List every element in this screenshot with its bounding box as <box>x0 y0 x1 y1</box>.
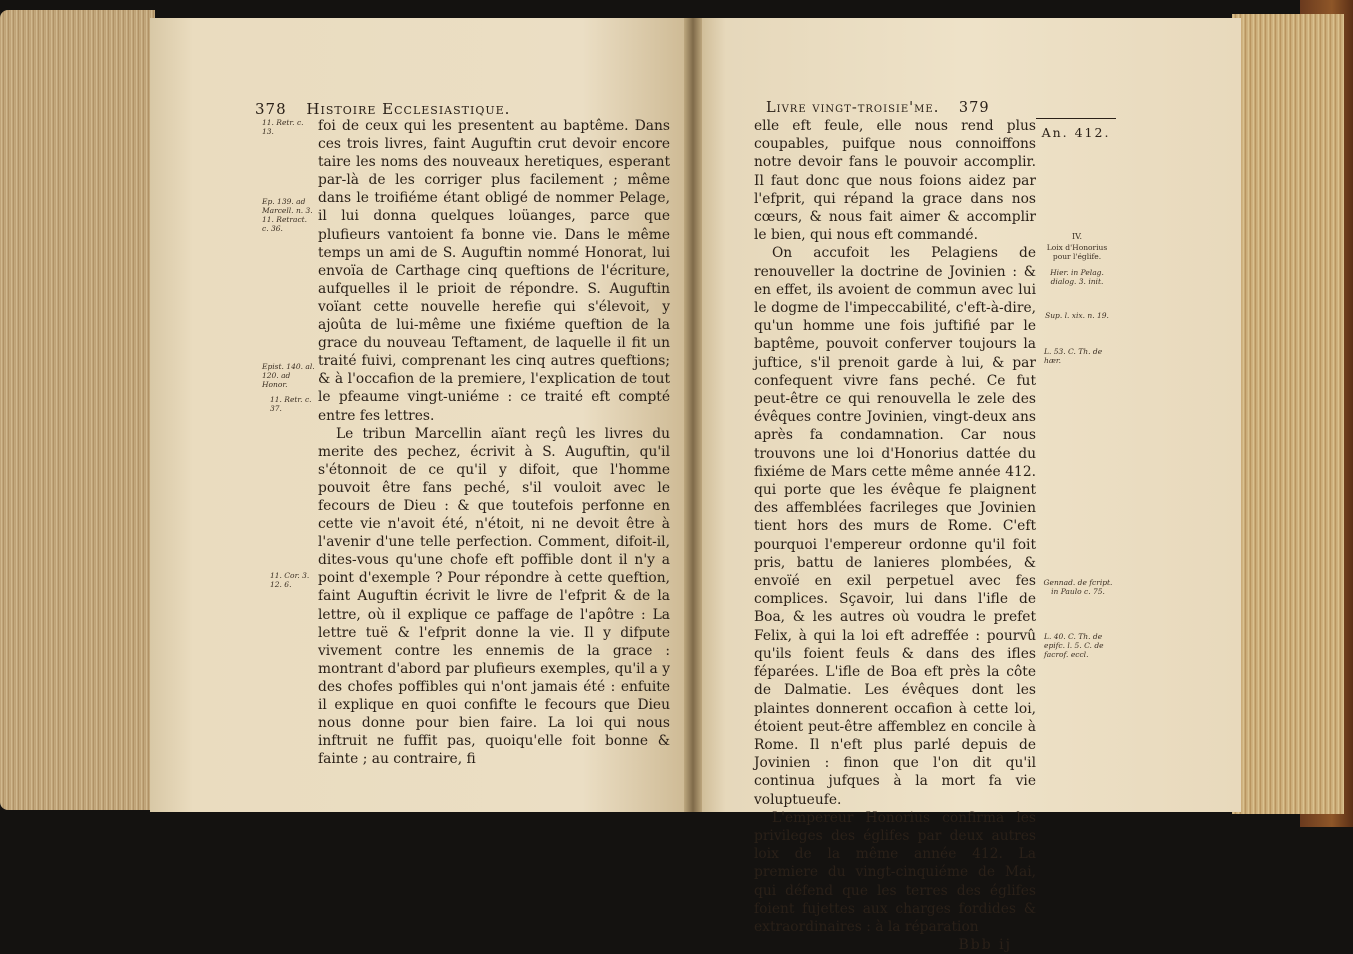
running-title: Livre vingt-troisie'me. <box>766 100 940 116</box>
paragraph: foi de ceux qui les presentent au baptême. Dans ces trois livres, faint Auguftin crut devoir encore taire les noms des nouveaux heretiques, esperant par-là de les corriger plus facilement ; même dans le troifiéme étant obligé de nommer Pelage, il lui donna quelques loüanges, parce que plufieurs vantoient fa bonne vie. Dans le même temps un ami de S. Auguftin nommé Honorat, lui envoïa de Carthage cinq queftions de l'écriture, aufquelles il le prioit de répondre. S. Auguftin voïant cette nouvelle herefie qui s'élevoit, y ajoûta de lui-même une fixiéme queftion de la grace du nouveau Teftament, de laquelle il fit un traité fuivi, comprenant les cinq autres queftions; & à l'occafion de la premiere, l'explication de tout le pfeaume vingt-uniéme : ce traité eft compté entre fes lettres. <box>318 118 670 424</box>
section-number: IV. <box>1071 232 1083 241</box>
margin-note: 11. Retr. c. 13. <box>262 118 304 136</box>
margin-note: L. 40. C. Th. de epifc. l. 5. C. de facrof. eccl. <box>1044 632 1104 659</box>
margin-note: L. 53. C. Th. de hær. <box>1044 347 1103 365</box>
left-page-header <box>255 100 655 118</box>
margin-note: 11. Retract. c. 36. <box>262 215 308 233</box>
margin-note: Hier. in Pelag. dialog. 3. init. <box>1050 268 1104 286</box>
year-label: An. 412. <box>1036 118 1116 140</box>
paragraph: elle eft feule, elle nous rend plus coupables, puifque nous connoiffons notre devoir fans le pouvoir accomplir. Il faut donc que nous foions aidez par l'efprit, qui répand la grace dans nos cœurs, & nous fait aimer & accomplir le bien, qui nous eft commandé. <box>754 118 1036 244</box>
right-page-header <box>766 100 1026 116</box>
page-number: 378 <box>255 100 287 118</box>
page-number: 379 <box>958 100 990 116</box>
margin-note: 11. Retr. c. 37. <box>270 395 312 413</box>
margin-note: Loix d'Honorius pour l'églife. <box>1046 243 1108 261</box>
paragraph: On accufoit les Pelagiens de renouveller la doctrine de Jovinien : & en effet, ils avoient de commun avec lui le dogme de l'impeccabilité, c'eft-à-dire, qu'un homme une fois juftifié par le baptême, pouvoit conferver toujours la juftice, s'il prenoit garde à lui, & par confequent vivre fans peché. Ce fut peut-être ce qui renouvella le zele des évêques contre Jovinien, vingt-deux ans après fa condamnation. Car nous trouvons une loi d'Honorius dattée du fixiéme de Mars cette même année 412. qui porte que les évêque fe plaignent des affemblées facrileges que Jovinien tient hors des murs de Rome. C'eft pourquoi l'empereur ordonne qu'il foit pris, battu de lanieres plombées, & envoïé en exil perpetuel avec fes complices. Sçavoir, lui dans l'ifle de Boa, & les autres où voudra le prefet Felix, à qui la loi eft adreffée : pourvû qu'ils foient feuls & dans des ifles féparées. L'ifle de Boa eft près la côte de Dalmatie. Les évêques dont les plaintes donnerent occafion à cette loi, étoient peut-être affemblez en concile à Rome. Il n'eft plus parlé depuis de Jovinien : finon que l'on dit qu'il continua jufques à la mort fa vie voluptueufe. <box>754 245 1036 808</box>
margin-note: Epist. 140. al. 120. ad Honor. <box>262 362 315 389</box>
margin-note: 11. Cor. 3. 12. 6. <box>270 571 310 589</box>
paragraph: Le tribun Marcellin aïant reçû les livres du merite des pechez, écrivit à S. Auguftin, qu'il s'étonnoit de ce qu'il y difoit, que l'homme pouvoit être fans peché, s'il vouloit avec le fecours de Dieu : & que toutefois perfonne en cette vie n'avoit été, n'étoit, ni ne devoit être à l'avenir d'une telle perfection. Comment, difoit-il, dites-vous qu'une chofe eft poffible dont il n'y a point d'exemple ? Pour répondre à cette queftion, faint Auguftin écrivit le livre de l'efprit & de la lettre, où il explique ce paffage de l'apôtre : La lettre tuë & l'efprit donne la vie. Il y difpute vivement contre les ennemis de la grace : montrant d'abord par plufieurs exemples, qu'il a y des chofes poffibles qui n'ont jamais été : enfuite il explique en quoi confifte le fecours que Dieu nous donne pour bien faire. La loi qui nous inftruit ne fuffit pas, quoiqu'elle foit bonne & fainte ; au contraire, fi <box>318 425 670 768</box>
paragraph: L'empereur Honorius confirma les privileges des églifes par deux autres loix de la même année 412. La premiere du vingt-cinquiéme de Mai, qui défend que les terres des églifes foient fujettes aux charges fordides & extraordinaires : à la réparation <box>754 809 1036 935</box>
margin-note: Ep. 139. ad Marcell. n. 3. <box>262 197 313 215</box>
margin-note: Sup. l. xix. n. 19. <box>1045 311 1109 320</box>
margin-note: Gennad. de fcript. in Paulo c. 75. <box>1043 578 1113 596</box>
right-page-stack <box>1232 14 1344 814</box>
left-page-body <box>318 117 670 768</box>
right-page-body <box>754 117 1036 954</box>
running-title: Histoire Ecclesiastique. <box>306 100 511 118</box>
left-page-stack <box>0 10 155 810</box>
signature-mark: Bbb ij <box>958 937 1012 954</box>
book-gutter <box>684 18 702 812</box>
